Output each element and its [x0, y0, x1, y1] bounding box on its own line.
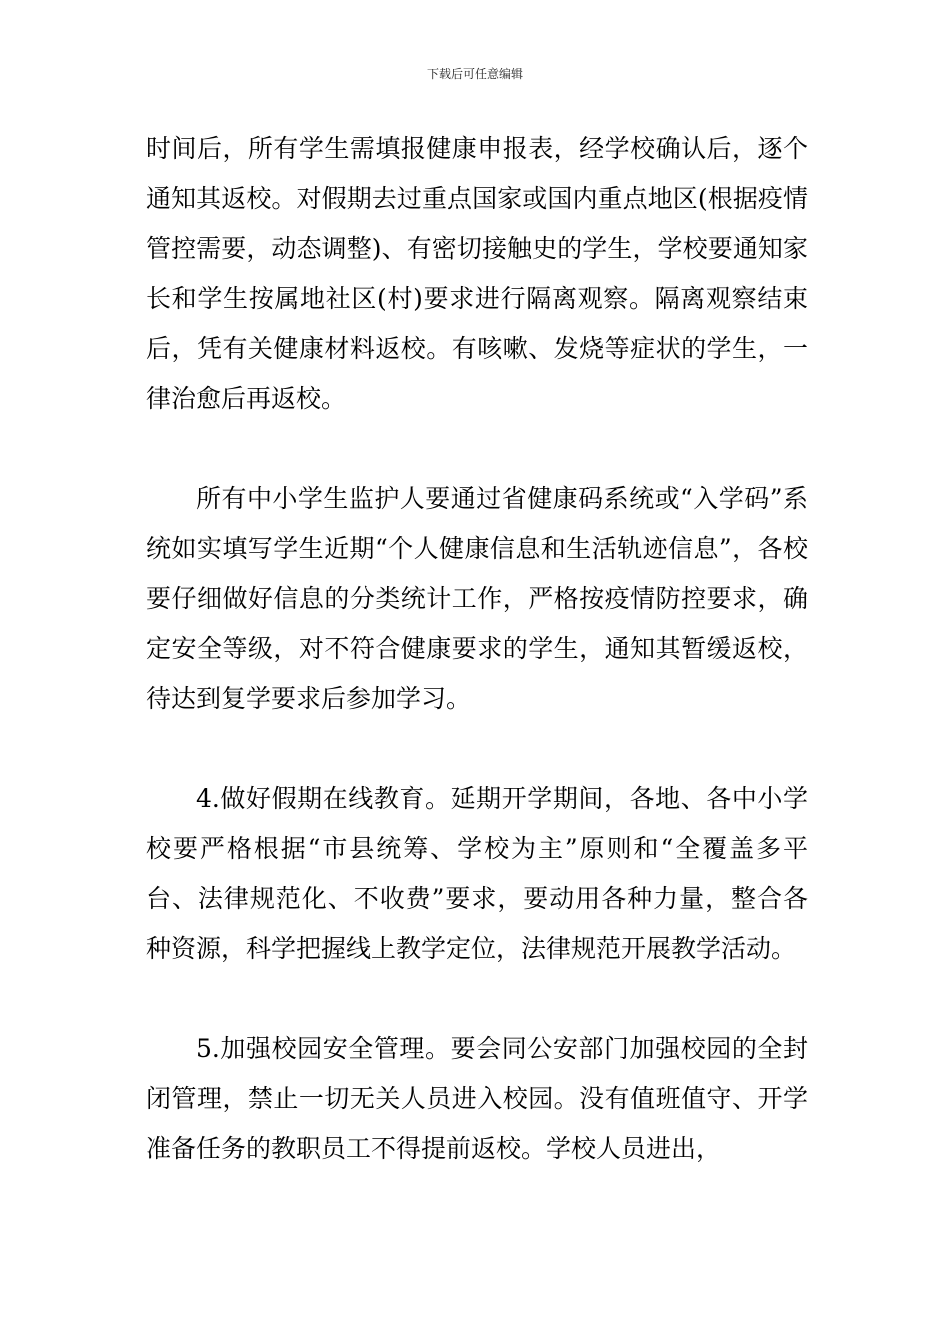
- paragraph-gap: [146, 424, 808, 474]
- paragraph-gap: [146, 974, 808, 1024]
- page-header: 下载后可任意编辑: [426, 67, 523, 81]
- paragraph-gap: [146, 724, 808, 774]
- paragraph-continuation: 时间后，所有学生需填报健康申报表，经学校确认后，逐个通知其返校。对假期去过重点国家或国内重点地区(根据疫情管控需要，动态调整)、有密切接触史的学生，学校要通知家长和学生按属地社区(村)要求进行隔离观察。隔离观察结束后，凭有关健康材料返校。有咳嗽、发烧等症状的学生，一律治愈后再返校。: [146, 134, 808, 413]
- paragraph-guardian-reporting: 所有中小学生监护人要通过省健康码系统或“入学码”系统如实填写学生近期“个人健康信息和生活轨迹信息”，各校要仔细做好信息的分类统计工作，严格按疫情防控要求，确定安全等级，对不符合健康要求的学生，通知其暂缓返校，待达到复学要求后参加学习。: [146, 484, 808, 713]
- paragraph-online-education: 4.做好假期在线教育。延期开学期间，各地、各中小学校要严格根据“市县统筹、学校为主”原则和“全覆盖多平台、法律规范化、不收费”要求，要动用各种力量，整合各种资源，科学把握线上教学定位，法律规范开展教学活动。: [146, 784, 808, 963]
- paragraph-campus-safety: 5.加强校园安全管理。要会同公安部门加强校园的全封闭管理，禁止一切无关人员进入校园。没有值班值守、开学准备任务的教职员工不得提前返校。学校人员进出，: [146, 1034, 808, 1163]
- document-body: [146, 124, 808, 1174]
